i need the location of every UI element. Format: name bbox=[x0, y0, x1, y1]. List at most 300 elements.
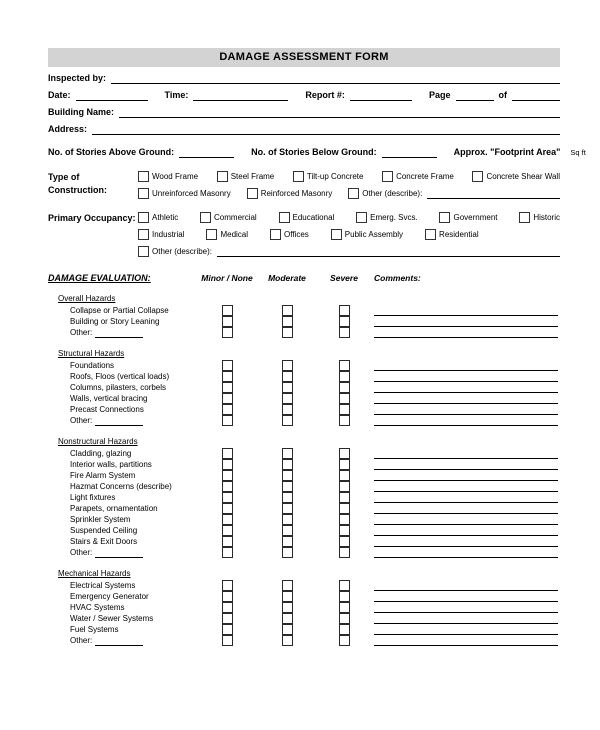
checkbox-option bbox=[425, 229, 479, 240]
checkbox-label: Commercial bbox=[214, 213, 257, 222]
occupancy-other-line[interactable] bbox=[217, 246, 560, 257]
item-label: Precast Connections bbox=[70, 404, 144, 414]
checkbox-severe[interactable] bbox=[339, 327, 350, 338]
column-header-severe: Severe bbox=[330, 273, 358, 283]
page-of-line[interactable] bbox=[512, 90, 560, 101]
item-label: Other: bbox=[48, 328, 198, 338]
comment-line[interactable] bbox=[374, 317, 558, 327]
evaluation-row bbox=[48, 580, 560, 591]
item-label: Building or Story Leaning bbox=[70, 316, 160, 326]
comments-cell bbox=[370, 394, 560, 404]
checkbox-severe[interactable] bbox=[339, 591, 350, 602]
checkbox-severe[interactable] bbox=[339, 635, 350, 646]
comment-line[interactable] bbox=[374, 328, 558, 338]
checkbox-minor[interactable] bbox=[222, 580, 233, 591]
checkbox-minor[interactable] bbox=[222, 382, 233, 393]
occupancy-row-3 bbox=[138, 246, 560, 257]
checkbox-minor[interactable] bbox=[222, 591, 233, 602]
report-number-line[interactable] bbox=[350, 90, 412, 101]
checkbox[interactable] bbox=[217, 171, 228, 182]
other-fill-line[interactable] bbox=[95, 549, 143, 558]
construction-row-2 bbox=[138, 188, 560, 199]
checkbox-minor[interactable] bbox=[222, 371, 233, 382]
comments-cell bbox=[370, 471, 560, 481]
inspected-by-line[interactable] bbox=[111, 73, 560, 84]
checkbox[interactable] bbox=[138, 212, 149, 223]
stories-row bbox=[48, 147, 586, 158]
address-label: Address: bbox=[48, 124, 88, 134]
checkbox-option bbox=[331, 229, 403, 240]
comment-line[interactable] bbox=[374, 460, 558, 470]
evaluation-row bbox=[48, 360, 560, 371]
item-label: Fire Alarm System bbox=[70, 470, 136, 480]
checkbox-moderate[interactable] bbox=[282, 382, 293, 393]
checkbox-cell-minor bbox=[198, 404, 256, 415]
item-label: Light fixtures bbox=[70, 492, 116, 502]
date-line[interactable] bbox=[76, 90, 148, 101]
checkbox-option bbox=[138, 229, 184, 240]
checkbox-label: Concrete Frame bbox=[396, 172, 454, 181]
comment-line[interactable] bbox=[374, 493, 558, 503]
comment-line[interactable] bbox=[374, 361, 558, 371]
checkbox-cell-severe bbox=[318, 470, 370, 481]
checkbox-option bbox=[138, 212, 178, 223]
item-label: Other: bbox=[48, 416, 198, 426]
checkbox-cell-moderate bbox=[256, 481, 318, 492]
sqft-label: Sq ft bbox=[570, 148, 586, 157]
checkbox-label: Unreinforced Masonry bbox=[152, 189, 231, 198]
checkbox-cell-minor bbox=[198, 536, 256, 547]
stories-below-line[interactable] bbox=[382, 147, 437, 158]
address-line[interactable] bbox=[92, 124, 560, 135]
comment-line[interactable] bbox=[374, 603, 558, 613]
checkbox[interactable] bbox=[382, 171, 393, 182]
checkbox-cell-minor bbox=[198, 525, 256, 536]
item-label: Water / Sewer Systems bbox=[70, 613, 154, 623]
checkbox-minor[interactable] bbox=[222, 536, 233, 547]
comments-cell bbox=[370, 636, 560, 646]
comments-cell bbox=[370, 493, 560, 503]
column-header-moderate: Moderate bbox=[268, 273, 306, 283]
checkbox-severe[interactable] bbox=[339, 470, 350, 481]
checkbox-cell-minor bbox=[198, 481, 256, 492]
checkbox-cell-minor bbox=[198, 624, 256, 635]
checkbox-cell-minor bbox=[198, 470, 256, 481]
checkbox-moderate[interactable] bbox=[282, 525, 293, 536]
checkbox-moderate[interactable] bbox=[282, 536, 293, 547]
checkbox-cell-moderate bbox=[256, 492, 318, 503]
comments-cell bbox=[370, 416, 560, 426]
checkbox-cell-severe bbox=[318, 492, 370, 503]
construction-block bbox=[48, 171, 560, 199]
evaluation-row bbox=[48, 470, 560, 481]
checkbox-minor[interactable] bbox=[222, 492, 233, 503]
checkbox-label: Government bbox=[453, 213, 498, 222]
checkbox[interactable] bbox=[138, 229, 149, 240]
item-label: Roofs, Floos (vertical loads) bbox=[70, 371, 170, 381]
checkbox-label: Emerg. Svcs. bbox=[370, 213, 418, 222]
construction-other-line[interactable] bbox=[427, 188, 560, 199]
evaluation-row bbox=[48, 448, 560, 459]
checkbox-severe[interactable] bbox=[339, 448, 350, 459]
checkbox-option bbox=[279, 212, 335, 223]
building-name-label: Building Name: bbox=[48, 107, 115, 117]
checkbox-cell-moderate bbox=[256, 305, 318, 316]
column-header-minor: Minor / None bbox=[201, 273, 253, 283]
checkbox-severe[interactable] bbox=[339, 415, 350, 426]
comment-line[interactable] bbox=[374, 625, 558, 635]
checkbox-minor[interactable] bbox=[222, 305, 233, 316]
section-title: Structural Hazards bbox=[58, 349, 125, 358]
checkbox[interactable] bbox=[270, 229, 281, 240]
checkbox[interactable] bbox=[439, 212, 450, 223]
comment-line[interactable] bbox=[374, 482, 558, 492]
checkbox-severe[interactable] bbox=[339, 602, 350, 613]
checkbox[interactable] bbox=[138, 171, 149, 182]
comment-line[interactable] bbox=[374, 372, 558, 382]
checkbox[interactable] bbox=[293, 171, 304, 182]
checkbox-severe[interactable] bbox=[339, 514, 350, 525]
comment-line[interactable] bbox=[374, 394, 558, 404]
checkbox-cell-minor bbox=[198, 316, 256, 327]
checkbox-label: Public Assembly bbox=[344, 230, 404, 239]
checkbox-label: Residential bbox=[439, 230, 479, 239]
footprint-label: Approx. "Footprint Area" bbox=[453, 147, 561, 157]
checkbox-cell-minor bbox=[198, 448, 256, 459]
time-line[interactable] bbox=[193, 90, 288, 101]
checkbox-minor[interactable] bbox=[222, 360, 233, 371]
item-label: Cladding, glazing bbox=[70, 448, 132, 458]
comment-line[interactable] bbox=[374, 592, 558, 602]
checkbox-cell-severe bbox=[318, 503, 370, 514]
checkbox-moderate[interactable] bbox=[282, 393, 293, 404]
checkbox-severe[interactable] bbox=[339, 382, 350, 393]
evaluation-sections bbox=[48, 292, 560, 646]
checkbox-moderate[interactable] bbox=[282, 492, 293, 503]
comment-line[interactable] bbox=[374, 526, 558, 536]
comments-cell bbox=[370, 372, 560, 382]
comment-line[interactable] bbox=[374, 548, 558, 558]
checkbox-option bbox=[293, 171, 364, 182]
checkbox-label: Other (describe): bbox=[362, 189, 423, 198]
checkbox-cell-minor bbox=[198, 503, 256, 514]
comments-cell bbox=[370, 504, 560, 514]
item-label: HVAC Systems bbox=[70, 602, 125, 612]
checkbox-severe[interactable] bbox=[339, 525, 350, 536]
checkbox-label: Tilt-up Concrete bbox=[306, 172, 364, 181]
checkbox-cell-minor bbox=[198, 602, 256, 613]
checkbox-moderate[interactable] bbox=[282, 448, 293, 459]
comments-cell bbox=[370, 482, 560, 492]
checkbox-severe[interactable] bbox=[339, 371, 350, 382]
inspected-by-label: Inspected by: bbox=[48, 73, 107, 83]
checkbox-cell-severe bbox=[318, 327, 370, 338]
evaluation-row bbox=[48, 503, 560, 514]
checkbox-cell-minor bbox=[198, 393, 256, 404]
comments-cell bbox=[370, 361, 560, 371]
checkbox-moderate[interactable] bbox=[282, 371, 293, 382]
checkbox-cell-minor bbox=[198, 327, 256, 338]
checkbox-label: Educational bbox=[292, 213, 335, 222]
comments-cell bbox=[370, 405, 560, 415]
checkbox-minor[interactable] bbox=[222, 459, 233, 470]
checkbox-minor[interactable] bbox=[222, 393, 233, 404]
checkbox-cell-moderate bbox=[256, 360, 318, 371]
checkbox-cell-moderate bbox=[256, 448, 318, 459]
evaluation-row bbox=[48, 481, 560, 492]
checkbox-cell-severe bbox=[318, 525, 370, 536]
checkbox-cell-moderate bbox=[256, 415, 318, 426]
checkbox-cell-severe bbox=[318, 371, 370, 382]
evaluation-row bbox=[48, 591, 560, 602]
checkbox-severe[interactable] bbox=[339, 305, 350, 316]
evaluation-section bbox=[48, 435, 560, 558]
checkbox-minor[interactable] bbox=[222, 316, 233, 327]
checkbox-cell-moderate bbox=[256, 514, 318, 525]
checkbox-cell-severe bbox=[318, 382, 370, 393]
comment-line[interactable] bbox=[374, 581, 558, 591]
checkbox-severe[interactable] bbox=[339, 459, 350, 470]
evaluation-row bbox=[48, 525, 560, 536]
occupancy-label: Primary Occupancy: bbox=[48, 213, 136, 223]
checkbox-cell-minor bbox=[198, 591, 256, 602]
checkbox-minor[interactable] bbox=[222, 470, 233, 481]
checkbox-option bbox=[138, 188, 231, 199]
checkbox-minor[interactable] bbox=[222, 327, 233, 338]
checkbox[interactable] bbox=[356, 212, 367, 223]
checkbox-option bbox=[217, 171, 275, 182]
checkbox-label: Reinforced Masonry bbox=[260, 189, 333, 198]
item-label: Sprinkler System bbox=[70, 514, 131, 524]
checkbox-minor[interactable] bbox=[222, 481, 233, 492]
checkbox-cell-moderate bbox=[256, 316, 318, 327]
checkbox-cell-severe bbox=[318, 536, 370, 547]
item-label: Interior walls, partitions bbox=[70, 459, 152, 469]
checkbox-moderate[interactable] bbox=[282, 591, 293, 602]
other-fill-line[interactable] bbox=[95, 417, 143, 426]
checkbox-severe[interactable] bbox=[339, 360, 350, 371]
checkbox-cell-severe bbox=[318, 448, 370, 459]
checkbox-option bbox=[270, 229, 309, 240]
comments-cell bbox=[370, 383, 560, 393]
evaluation-title: DAMAGE EVALUATION: bbox=[48, 273, 151, 283]
checkbox[interactable] bbox=[279, 212, 290, 223]
checkbox-severe[interactable] bbox=[339, 547, 350, 558]
checkbox-cell-severe bbox=[318, 624, 370, 635]
item-label: Foundations bbox=[70, 360, 115, 370]
item-label: Walls, vertical bracing bbox=[70, 393, 148, 403]
item-label: Hazmat Concerns (describe) bbox=[70, 481, 172, 491]
checkbox-cell-moderate bbox=[256, 382, 318, 393]
checkbox-cell-minor bbox=[198, 360, 256, 371]
comment-line[interactable] bbox=[374, 636, 558, 646]
comments-cell bbox=[370, 460, 560, 470]
comments-cell bbox=[370, 306, 560, 316]
checkbox-cell-minor bbox=[198, 415, 256, 426]
checkbox-severe[interactable] bbox=[339, 404, 350, 415]
checkbox-severe[interactable] bbox=[339, 536, 350, 547]
evaluation-row bbox=[48, 459, 560, 470]
checkbox[interactable] bbox=[472, 171, 483, 182]
evaluation-row bbox=[48, 613, 560, 624]
checkbox-cell-severe bbox=[318, 547, 370, 558]
checkbox-cell-severe bbox=[318, 613, 370, 624]
checkbox-cell-moderate bbox=[256, 635, 318, 646]
checkbox-moderate[interactable] bbox=[282, 459, 293, 470]
checkbox-label: Athletic bbox=[152, 213, 179, 222]
checkbox[interactable] bbox=[519, 212, 530, 223]
checkbox-label: Offices bbox=[284, 230, 309, 239]
checkbox-cell-minor bbox=[198, 613, 256, 624]
other-fill-line[interactable] bbox=[95, 329, 143, 338]
checkbox-severe[interactable] bbox=[339, 580, 350, 591]
checkbox[interactable] bbox=[247, 188, 258, 199]
page-label: Page bbox=[428, 90, 451, 100]
checkbox-moderate[interactable] bbox=[282, 415, 293, 426]
checkbox-cell-severe bbox=[318, 580, 370, 591]
checkbox-cell-minor bbox=[198, 580, 256, 591]
evaluation-row bbox=[48, 371, 560, 382]
checkbox-minor[interactable] bbox=[222, 404, 233, 415]
checkbox-moderate[interactable] bbox=[282, 580, 293, 591]
checkbox-cell-minor bbox=[198, 635, 256, 646]
checkbox-severe[interactable] bbox=[339, 393, 350, 404]
checkbox-moderate[interactable] bbox=[282, 470, 293, 481]
occupancy-block bbox=[48, 212, 560, 257]
checkbox-severe[interactable] bbox=[339, 492, 350, 503]
comment-line[interactable] bbox=[374, 515, 558, 525]
checkbox-option bbox=[382, 171, 454, 182]
checkbox[interactable] bbox=[138, 246, 149, 257]
checkbox-label: Medical bbox=[220, 230, 249, 239]
stories-above-line[interactable] bbox=[179, 147, 234, 158]
checkbox[interactable] bbox=[331, 229, 342, 240]
checkbox-minor[interactable] bbox=[222, 602, 233, 613]
checkbox-moderate[interactable] bbox=[282, 305, 293, 316]
building-name-line[interactable] bbox=[119, 107, 560, 118]
construction-label: Type of Construction: bbox=[48, 172, 107, 195]
checkbox-moderate[interactable] bbox=[282, 327, 293, 338]
checkbox-moderate[interactable] bbox=[282, 360, 293, 371]
checkbox-moderate[interactable] bbox=[282, 316, 293, 327]
checkbox-moderate[interactable] bbox=[282, 602, 293, 613]
construction-row-1 bbox=[138, 171, 560, 182]
checkbox-minor[interactable] bbox=[222, 448, 233, 459]
comment-line[interactable] bbox=[374, 383, 558, 393]
stories-below-label: No. of Stories Below Ground: bbox=[251, 147, 377, 157]
checkbox-moderate[interactable] bbox=[282, 514, 293, 525]
form-title: DAMAGE ASSESSMENT FORM bbox=[48, 48, 560, 67]
checkbox-minor[interactable] bbox=[222, 613, 233, 624]
column-header-comments: Comments: bbox=[374, 273, 421, 283]
evaluation-row bbox=[48, 316, 560, 327]
checkbox-cell-moderate bbox=[256, 503, 318, 514]
comment-line[interactable] bbox=[374, 416, 558, 426]
comments-cell bbox=[370, 603, 560, 613]
checkbox-cell-severe bbox=[318, 635, 370, 646]
checkbox-cell-severe bbox=[318, 481, 370, 492]
checkbox-moderate[interactable] bbox=[282, 404, 293, 415]
inspected-by-row bbox=[48, 73, 560, 84]
checkbox-moderate[interactable] bbox=[282, 547, 293, 558]
checkbox-moderate[interactable] bbox=[282, 635, 293, 646]
checkbox-label: Concrete Shear Wall bbox=[486, 172, 560, 181]
checkbox[interactable] bbox=[348, 188, 359, 199]
checkbox[interactable] bbox=[200, 212, 211, 223]
checkbox-cell-minor bbox=[198, 547, 256, 558]
checkbox-label: Steel Frame bbox=[230, 172, 275, 181]
checkbox-cell-severe bbox=[318, 591, 370, 602]
checkbox-severe[interactable] bbox=[339, 624, 350, 635]
evaluation-row bbox=[48, 415, 560, 426]
checkbox-option bbox=[519, 212, 560, 223]
checkbox-cell-severe bbox=[318, 316, 370, 327]
comments-cell bbox=[370, 548, 560, 558]
checkbox-cell-severe bbox=[318, 514, 370, 525]
comments-cell bbox=[370, 515, 560, 525]
comment-line[interactable] bbox=[374, 449, 558, 459]
comments-cell bbox=[370, 449, 560, 459]
comment-line[interactable] bbox=[374, 504, 558, 514]
other-fill-line[interactable] bbox=[95, 637, 143, 646]
comment-line[interactable] bbox=[374, 306, 558, 316]
checkbox-cell-severe bbox=[318, 404, 370, 415]
checkbox-severe[interactable] bbox=[339, 481, 350, 492]
checkbox-severe[interactable] bbox=[339, 503, 350, 514]
checkbox-severe[interactable] bbox=[339, 613, 350, 624]
checkbox-moderate[interactable] bbox=[282, 624, 293, 635]
time-label: Time: bbox=[164, 90, 189, 100]
section-title: Overall Hazards bbox=[58, 294, 116, 303]
checkbox-minor[interactable] bbox=[222, 635, 233, 646]
checkbox-moderate[interactable] bbox=[282, 503, 293, 514]
stories-above-label: No. of Stories Above Ground: bbox=[48, 147, 175, 157]
checkbox-cell-severe bbox=[318, 602, 370, 613]
checkbox-cell-moderate bbox=[256, 371, 318, 382]
checkbox-minor[interactable] bbox=[222, 415, 233, 426]
checkbox-cell-severe bbox=[318, 393, 370, 404]
item-label: Columns, pilasters, corbels bbox=[70, 382, 167, 392]
checkbox[interactable] bbox=[206, 229, 217, 240]
page-line[interactable] bbox=[456, 90, 494, 101]
checkbox-cell-moderate bbox=[256, 404, 318, 415]
checkbox-option bbox=[206, 229, 248, 240]
evaluation-row bbox=[48, 393, 560, 404]
comments-cell bbox=[370, 537, 560, 547]
checkbox-cell-moderate bbox=[256, 525, 318, 536]
evaluation-row bbox=[48, 536, 560, 547]
checkbox-option bbox=[138, 171, 198, 182]
checkbox-severe[interactable] bbox=[339, 316, 350, 327]
checkbox[interactable] bbox=[425, 229, 436, 240]
evaluation-row bbox=[48, 382, 560, 393]
comment-line[interactable] bbox=[374, 537, 558, 547]
comment-line[interactable] bbox=[374, 405, 558, 415]
checkbox-moderate[interactable] bbox=[282, 613, 293, 624]
checkbox-minor[interactable] bbox=[222, 514, 233, 525]
checkbox-minor[interactable] bbox=[222, 525, 233, 536]
checkbox[interactable] bbox=[138, 188, 149, 199]
checkbox-moderate[interactable] bbox=[282, 481, 293, 492]
comment-line[interactable] bbox=[374, 471, 558, 481]
evaluation-row bbox=[48, 404, 560, 415]
checkbox-cell-minor bbox=[198, 492, 256, 503]
checkbox-minor[interactable] bbox=[222, 503, 233, 514]
checkbox-cell-moderate bbox=[256, 602, 318, 613]
checkbox-minor[interactable] bbox=[222, 624, 233, 635]
checkbox-minor[interactable] bbox=[222, 547, 233, 558]
comment-line[interactable] bbox=[374, 614, 558, 624]
